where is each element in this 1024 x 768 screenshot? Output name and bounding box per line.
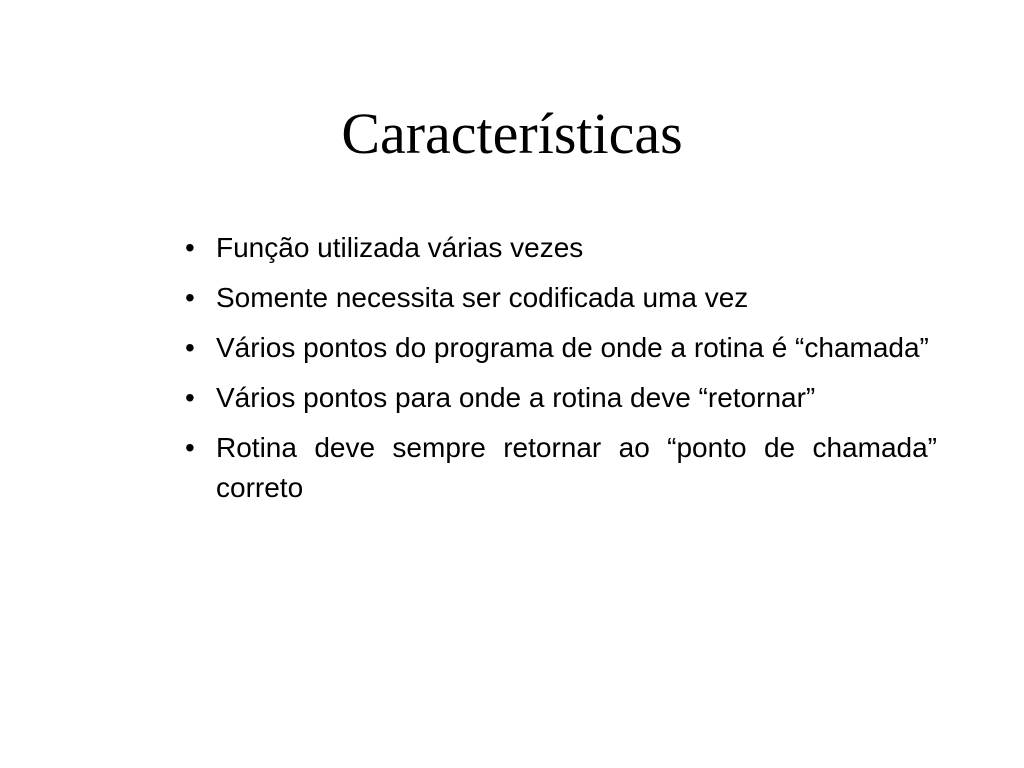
bullet-item (185, 328, 937, 368)
bullet-item (185, 428, 937, 508)
bullet-marker: • (185, 432, 195, 463)
bullet-item (185, 278, 937, 318)
bullet-text: Rotina deve sempre retornar ao “ponto de chamada” correto (216, 432, 937, 503)
bullet-marker: • (185, 382, 195, 413)
slide-title: Características (341, 101, 683, 166)
bullet-marker: • (185, 332, 195, 363)
bullet-text: Vários pontos para onde a rotina deve “retornar” (216, 382, 816, 413)
bullet-marker: • (185, 282, 195, 313)
bullet-item (185, 378, 937, 418)
bullet-text: Somente necessita ser codificada uma vez (216, 282, 749, 313)
bullet-item (185, 228, 937, 268)
bullet-marker: • (185, 232, 195, 263)
bullet-list (185, 228, 937, 518)
bullet-text: Vários pontos do programa de onde a rotina é “chamada” (216, 332, 929, 363)
bullet-text: Função utilizada várias vezes (216, 232, 584, 263)
